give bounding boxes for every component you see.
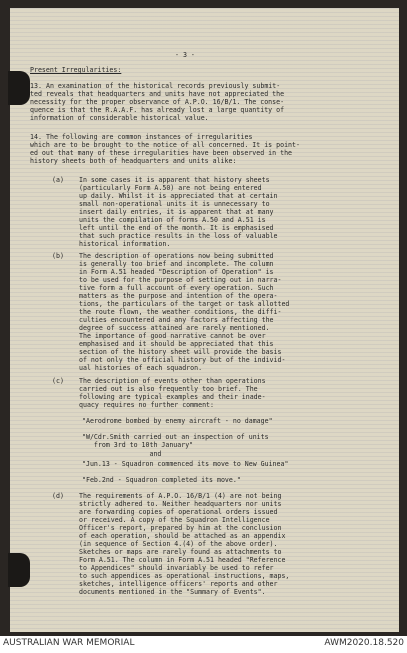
item-a-label: (a) bbox=[52, 176, 64, 184]
item-d-line: sketches, intelligence officers' reports and other bbox=[79, 580, 278, 588]
item-d-line: of each operation, should be attached as an appendix bbox=[79, 532, 286, 540]
item-d-line: Form A.51. The column in Form A.51 headed "Reference bbox=[79, 556, 286, 564]
paragraph-13-line: An examination of the historical records previously submit- bbox=[46, 82, 281, 90]
item-b-line: in Form A.51 headed "Description of Operation" is bbox=[79, 268, 274, 276]
paragraph-13-line: necessity for the proper observance of A.P.O. 16/B/1. The conse- bbox=[30, 98, 285, 106]
item-a-line: up daily. Whilst it is appreciated that at certain bbox=[79, 192, 278, 200]
item-a-line: that such practice results in the loss of valuable bbox=[79, 232, 278, 240]
example-quote: "Aerodrome bombed by enemy aircraft - no damage" bbox=[82, 417, 273, 425]
item-a-line: insert daily entries, it is apparent that at many bbox=[79, 208, 274, 216]
punch-hole-bottom bbox=[8, 553, 30, 587]
paragraph-13-line: information of considerable historical value. bbox=[30, 114, 209, 122]
item-d-line: The requirements of A.P.O. 16/B/1 (4) are not being bbox=[79, 492, 282, 500]
punch-hole-top bbox=[8, 71, 30, 105]
item-a-line: In some cases it is apparent that history sheets bbox=[79, 176, 270, 184]
item-c-line: The description of events other than operations bbox=[79, 377, 266, 385]
item-b-line: to be used for the purpose of setting out in narra- bbox=[79, 276, 282, 284]
item-d-line: or received. A copy of the Squadron Intelligence bbox=[79, 516, 270, 524]
paragraph-13-line: ted reveals that headquarters and units have not appreciated the bbox=[30, 90, 285, 98]
item-b-line: The importance of good narrative cannot be over bbox=[79, 332, 266, 340]
item-b-line: The description of operations now being submitted bbox=[79, 252, 274, 260]
paragraph-number-13: 13. bbox=[30, 82, 42, 90]
archive-credit: AUSTRALIAN WAR MEMORIAL bbox=[3, 638, 135, 648]
item-a-line: (particularly Form A.50) are not being entered bbox=[79, 184, 262, 192]
paragraph-number-14: 14. bbox=[30, 133, 42, 141]
paragraph-14-line: which are to be brought to the notice of all concerned. It is point- bbox=[30, 141, 300, 149]
item-d-line: are forwarding copies of operational orders issued bbox=[79, 508, 278, 516]
item-b-line: tive form a full account of every operation. Such bbox=[79, 284, 274, 292]
example-quote-connector: and bbox=[82, 450, 162, 458]
paragraph-14-line: The following are common instances of irregularities bbox=[46, 133, 253, 141]
item-d-label: (d) bbox=[52, 492, 64, 500]
example-quote: "Feb.2nd - Squadron completed its move." bbox=[82, 476, 241, 484]
item-a-line: left until the end of the month. It is emphasised bbox=[79, 224, 274, 232]
item-b-line: of not only the official history but of the individ- bbox=[79, 356, 286, 364]
item-b-line: tions, the particulars of the target or task allotted bbox=[79, 300, 290, 308]
page-number: - 3 - bbox=[175, 51, 195, 59]
item-b-line: ual histories of each squadron. bbox=[79, 364, 203, 372]
item-b-line: matters as the purpose and intention of the opera- bbox=[79, 292, 278, 300]
paragraph-13-line: quence is that the R.A.A.F. has already lost a large quantity of bbox=[30, 106, 285, 114]
item-c-line: quacy requires no further comment: bbox=[79, 401, 214, 409]
item-b-label: (b) bbox=[52, 252, 64, 260]
item-d-line: strictly adhered to. Neither headquarters nor units bbox=[79, 500, 282, 508]
item-d-line: Sketches or maps are rarely found as attachments to bbox=[79, 548, 282, 556]
item-b-line: the route flown, the weather conditions, the diffi- bbox=[79, 308, 282, 316]
item-b-line: culties encountered and any factors affecting the bbox=[79, 316, 274, 324]
item-b-line: section of the history sheet will provide the basis bbox=[79, 348, 282, 356]
item-a-line: small non-operational units it is unnecessary to bbox=[79, 200, 270, 208]
paragraph-14-line: ed out that many of these irregularities have been observed in the bbox=[30, 149, 293, 157]
item-d-line: to such appendices as operational instructions, maps, bbox=[79, 572, 290, 580]
example-quote: from 3rd to 10th January" bbox=[82, 441, 194, 449]
item-b-line: is generally too brief and incomplete. The column bbox=[79, 260, 274, 268]
item-b-line: emphasised and it should be appreciated that this bbox=[79, 340, 274, 348]
item-c-line: carried out is also frequently too brief. The bbox=[79, 385, 258, 393]
item-d-line: (in sequence of Section 4.(4) of the above order). bbox=[79, 540, 278, 548]
item-d-line: to Appendices" should invariably be used to refer bbox=[79, 564, 274, 572]
example-quote: "Jun.13 - Squadron commenced its move to New Guinea" bbox=[82, 460, 289, 468]
archive-reference: AWM2020.18.520 bbox=[324, 638, 404, 648]
item-a-line: historical information. bbox=[79, 240, 171, 248]
item-a-line: units the compilation of forms A.50 and A.51 is bbox=[79, 216, 266, 224]
item-d-line: documents mentioned in the "Summary of Events". bbox=[79, 588, 266, 596]
item-c-line: following are typical examples and their inade- bbox=[79, 393, 266, 401]
section-heading: Present Irregularities: bbox=[30, 66, 122, 74]
item-b-line: degree of success attained are rarely mentioned. bbox=[79, 324, 270, 332]
example-quote: "W/Cdr.Smith carried out an inspection of units bbox=[82, 433, 269, 441]
paragraph-14-line: history sheets both of headquarters and units alike: bbox=[30, 157, 237, 165]
item-c-label: (c) bbox=[52, 377, 64, 385]
item-d-line: Officer's report, prepared by him at the conclusion bbox=[79, 524, 282, 532]
